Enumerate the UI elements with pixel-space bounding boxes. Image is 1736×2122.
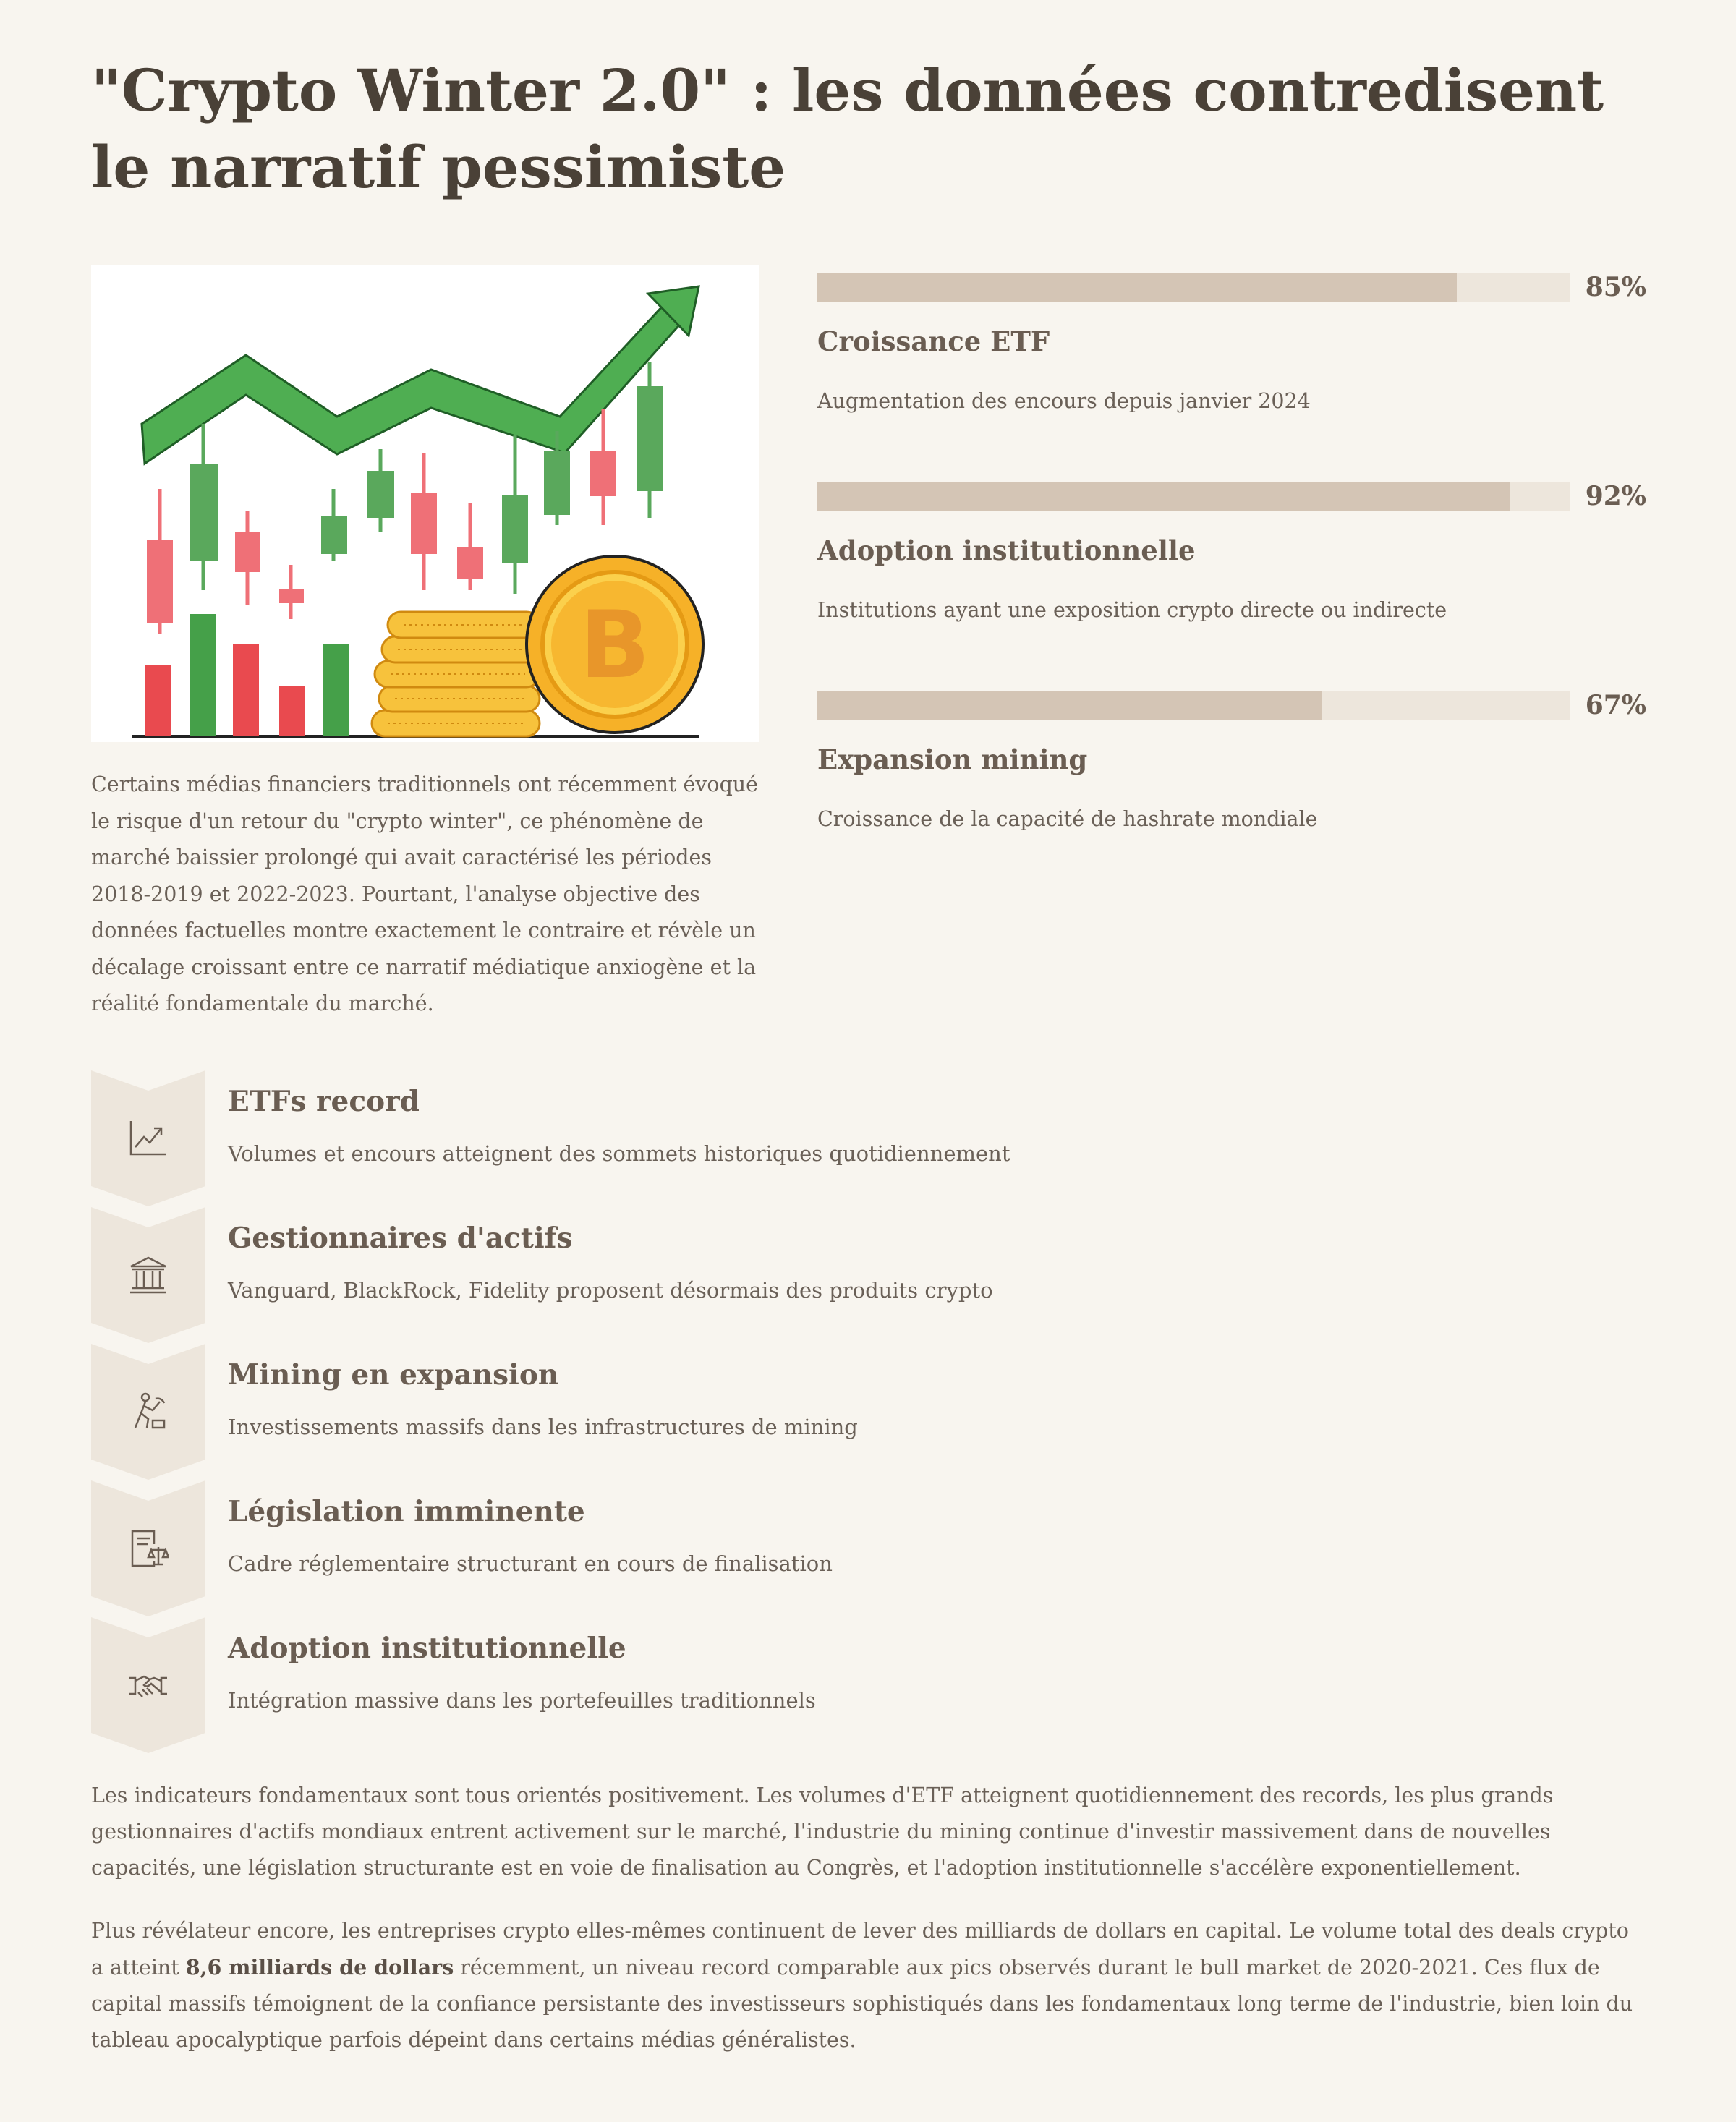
stat-title: Croissance ETF: [817, 325, 1050, 357]
hero-image: [91, 265, 760, 742]
stat-description: Croissance de la capacité de hashrate mondiale: [817, 807, 1318, 831]
feature-item-asset-managers: [91, 1207, 1646, 1343]
feature-item-legislation: [91, 1480, 1646, 1616]
paragraph-text: Plus révélateur encore, les entreprises crypto elles-mêmes continuent de lever des milliards de dollars en capital. Le volume total des deals crypto a atteint: [91, 1919, 1629, 1980]
feature-badge: [91, 1344, 205, 1480]
feature-title: Adoption institutionnelle: [228, 1632, 626, 1665]
feature-item-institutional: [91, 1617, 1646, 1753]
body-paragraph-1: Les indicateurs fondamentaux sont tous orientés positivement. Les volumes d'ETF atteignent quotidiennement des records, les plus grands gestionnaires d'actifs mondiaux entrent activement sur le marché, l'industrie du mining continue d'investir massivement dans de nouvelles capacités, une législation structurante est en voie de finalisation au Congrès, et l'adoption institutionnelle s'accélère exponentiellement.: [91, 1784, 1554, 1880]
progress-track: [817, 482, 1570, 511]
feature-title: Mining en expansion: [228, 1358, 559, 1392]
feature-badge: [91, 1480, 205, 1616]
feature-title: Gestionnaires d'actifs: [228, 1222, 573, 1255]
feature-title: Législation imminente: [228, 1495, 585, 1528]
feature-badge: [91, 1207, 205, 1343]
legal-document-icon: [128, 1528, 169, 1569]
bitcoin-chart-illustration: [91, 265, 760, 742]
feature-description: Volumes et encours atteignent des sommets historiques quotidiennement: [228, 1141, 1010, 1166]
feature-badge: [91, 1070, 205, 1206]
stat-etf-growth: [817, 262, 1646, 428]
stat-description: Institutions ayant une exposition crypto directe ou indirecte: [817, 598, 1447, 622]
body-paragraph-2: [91, 1913, 1646, 2058]
feature-description: Vanguard, BlackRock, Fidelity proposent désormais des produits crypto: [228, 1278, 993, 1303]
progress-fill: [817, 691, 1322, 720]
stat-percentage: 67%: [1585, 690, 1646, 720]
miner-icon: [128, 1392, 169, 1432]
bitcoin-symbol: B: [579, 592, 650, 699]
feature-badge: [91, 1617, 205, 1753]
feature-description: Cadre réglementaire structurant en cours de finalisation: [228, 1551, 833, 1576]
page-title: "Crypto Winter 2.0" : les données contredisent le narratif pessimiste: [91, 56, 1604, 201]
progress-fill: [817, 273, 1457, 302]
feature-description: Intégration massive dans les portefeuilles traditionnels: [228, 1688, 816, 1713]
stat-institutional-adoption: [817, 471, 1646, 637]
intro-paragraph: Certains médias financiers traditionnels ont récemment évoqué le risque d'un retour du "crypto winter", ce phénomène de marché baissier prolongé qui avait caractérisé les périodes 2018-2019 et 2022-2023. Pourtant, l'analyse objective des données factuelles montre exactement le contraire et révèle un décalage croissant entre ce narratif médiatique anxiogène et la réalité fondamentale du marché.: [91, 772, 759, 1015]
bank-icon: [128, 1255, 169, 1295]
paragraph-text: récemment, un niveau record comparable aux pics observés durant le bull market de 2020-2021. Ces flux de capital massifs témoignent de la confiance persistante des investisseurs sophistiqués dans les fondamentaux long terme de l'industrie, bien loin du tableau apocalyptique parfois dépeint dans certains médias généralistes.: [91, 1956, 1633, 2052]
feature-title: ETFs record: [228, 1085, 420, 1118]
stat-description: Augmentation des encours depuis janvier 2024: [817, 389, 1311, 413]
stat-mining-expansion: [817, 680, 1646, 846]
stat-title: Adoption institutionnelle: [817, 534, 1196, 566]
highlight-amount: 8,6 milliards de dollars: [185, 1955, 454, 1980]
feature-item-etfs: [91, 1070, 1646, 1206]
stat-percentage: 92%: [1585, 481, 1646, 511]
progress-track: [817, 691, 1570, 720]
trend-up-icon: [128, 1118, 169, 1159]
progress-fill: [817, 482, 1510, 511]
stat-title: Expansion mining: [817, 743, 1088, 775]
handshake-icon: [128, 1665, 169, 1705]
feature-item-mining: [91, 1344, 1646, 1480]
feature-description: Investissements massifs dans les infrastructures de mining: [228, 1415, 858, 1439]
stat-percentage: 85%: [1585, 272, 1646, 302]
progress-track: [817, 273, 1570, 302]
